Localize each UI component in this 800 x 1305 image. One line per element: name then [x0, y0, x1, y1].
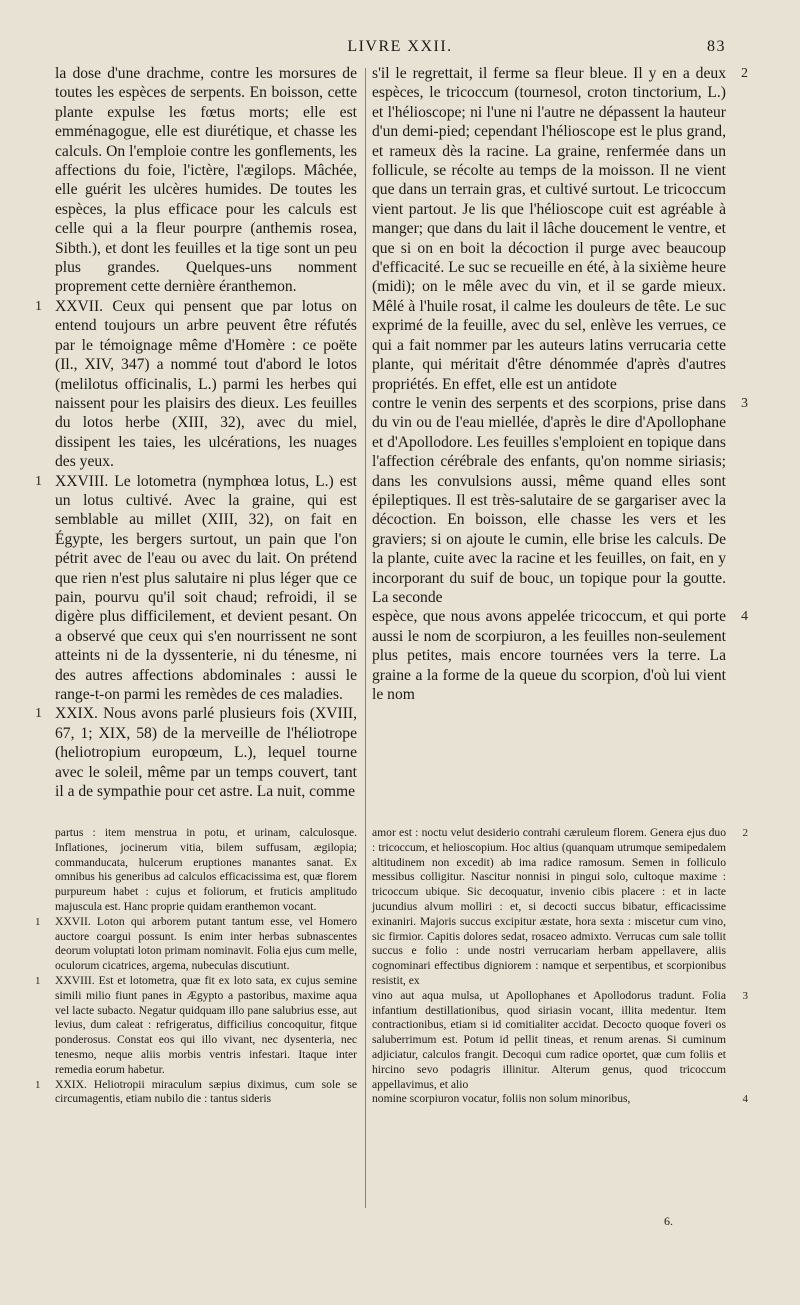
paragraph	[372, 607, 748, 704]
paragraph-text: XXVIII. Est et lotometra, quæ fit ex loto sata, ex cujus semine simili milio fiunt panes in Ægypto a pastoribus, maxime aqua vel lacte subacto. Negatur quidquam illo pane salubrius esse, aut levius, dum caleat : refrigeratus, difficilius concoquitur, fitque ponderosus. Constat eos qui illo vivant, nec dysenteria, nec tenesmo, neque aliis morbis ventris infestari. Itaque inter remedia eorum habetur.	[55, 973, 357, 1076]
latin-text-right-column	[372, 826, 748, 1107]
paragraph	[55, 64, 357, 297]
column-divider	[365, 68, 366, 1208]
paragraph-text: espèce, que nous avons appelée tricoccum, et qui porte aussi le nom de scorpiuron, a les feuilles non-seulement plus petites, mais encore tournées vers la terre. La graine a la forme de la queue du scorpion, d'où lui vient le nom	[372, 608, 726, 703]
paragraph	[372, 826, 748, 989]
french-text-left-column	[35, 64, 357, 801]
latin-text-left-column	[35, 826, 357, 1107]
margin-section-number: 2	[741, 66, 748, 81]
paragraph-text: XXIX. Heliotropii miraculum sæpius diximus, cum sole se circumagentis, etiam nubilo die : tantus sideris	[55, 1077, 357, 1106]
paragraph	[372, 394, 748, 607]
paragraph	[35, 914, 357, 974]
paragraph-text: XXIX. Nous avons parlé plusieurs fois (XVIII, 67, 1; XIX, 58) de la merveille de l'héliotrope (heliotropium europœum, L.), lequel tourne avec le soleil, même par un temps couvert, tant il a de sympathie pour cet astre. La nuit, comme	[55, 705, 357, 801]
margin-section-number: 1	[35, 473, 42, 489]
paragraph-text: la dose d'une drachme, contre les morsures de toutes les espèces de serpents. En boisson, cette plante expulse les fœtus morts; elle est emménagogue, elle est diurétique, et chasse les calculs. On l'emploie contre les gonflements, les affections du foie, l'ictère, l'ægilops. Mâchée, elle guérit les ulcères humides. De toutes les espèces, la plus efficace pour les calculs est celle qui a la fleur pourpre (anthemis rosea, Sibth.), et dont les feuilles et la tige sont un peu plus grandes. Quelques-uns nomment proprement cette dernière éranthemon.	[55, 65, 357, 296]
paragraph	[35, 704, 357, 801]
paragraph-text: partus : item menstrua in potu, et urinam, calculosque. Inflationes, jocinerum vitia, bilem suffusam, ægilopia; commanducata, hulcerum eruptiones manantes sanat. Ex omnibus his generibus ad calculos efficacissima est, quæ florem purpureum habet : cujus et foliorum, et fruticis amplitudo majuscula est. Hanc proprie quidam eranthemon vocant.	[55, 826, 357, 913]
paragraph-text: s'il le regrettait, il ferme sa fleur bleue. Il y en a deux espèces, le tricoccum (tournesol, croton tinctorium, L.) et l'hélioscope; ni l'une ni l'autre ne dépassent la hauteur d'un demi-pied; cependant l'hélioscope est le plus grand, et rameux dès la racine. La graine, renfermée dans un follicule, se récolte au temps de la moisson. Il ne vient que dans un terrain gras, et cultivé surtout. Le tricoccum vient partout. Je lis que l'hélioscope cuit est agréable à manger; que dans du lait il lâche doucement le ventre, et que si on en boit la décoction il purge avec beaucoup d'efficacité. Le suc se recueille en été, à la sixième heure (midi); on le mêle avec du vin, et il se garde mieux. Mêlé à l'huile rosat, il calme les douleurs de tête. Le suc exprimé de la feuille, avec du sel, enlève les verrues, ce qui a fait nommer par les auteurs latins verrucaria cette plante, qui méritait d'être dénommée d'après d'autres propriétés. En effet, elle est un antidote	[372, 65, 726, 393]
paragraph-text: contre le venin des serpents et des scorpions, prise dans du vin ou de l'eau miellée, d'après le dire d'Apollophane et d'Apollodore. Les feuilles s'emploient en topique dans l'affection cérébrale des enfants, qu'on nomme siriasis; dans les convulsions aussi, même quand elles sont épileptiques. Il est très-salutaire de se gargariser avec la décoction. En boisson, elle chasse les vers et les graviers; si on ajoute le cumin, elle brise les calculs. De la plante, cuite avec la racine et les feuilles, on fait, en y incorporant du suif de bouc, un topique pour la goutte. La seconde	[372, 394, 726, 606]
paragraph	[372, 1092, 748, 1107]
paragraph	[35, 1077, 357, 1108]
paragraph	[372, 988, 748, 1093]
running-title: LIVRE XXII.	[347, 38, 453, 55]
margin-section-number: 4	[741, 609, 748, 625]
paragraph	[55, 826, 357, 915]
margin-section-number: 1	[35, 706, 42, 722]
paragraph	[372, 64, 748, 394]
paragraph-text: nomine scorpiuron vocatur, foliis non solum minoribus,	[372, 1092, 631, 1106]
margin-section-number: 3	[741, 395, 748, 411]
page-number: 83	[707, 38, 726, 55]
paragraph-text: XXVIII. Le lotometra (nymphœa lotus, L.) est un lotus cultivé. Avec la graine, qui est semblable au millet (XIII, 32), on fait en Égypte, les bergers surtout, un pain que l'on pétrit avec de l'eau ou avec du lait. On prétend que rien n'est plus salutaire ni plus léger que ce pain, pourvu qu'il soit chaud; refroidi, il se digère plus difficilement, et devient pesant. On a observé que ceux qui s'en nourrissent ne sont atteints ni de la dyssenterie, ni du ténesme, ni des autres affections abdominales : aussi le range-t-on parmi les remèdes de ces maladies.	[55, 472, 357, 703]
margin-section-number: 1	[35, 915, 41, 928]
paragraph-text: XXVII. Ceux qui pensent que par lotus on entend toujours un arbre peuvent être réfutés par le témoignage même d'Homère : ce poëte (Il., XIV, 347) a nommé tout d'abord le lotos (melilotus officinalis, L.) parmi les herbes qui naissent pour les plaisirs des dieux. Les feuilles du lotos herbe (XIII, 32), avec du miel, dissipent les taies, les ulcérations, les nuages des yeux.	[55, 297, 357, 471]
margin-section-number: 4	[742, 1093, 748, 1106]
margin-section-number: 2	[742, 827, 748, 839]
margin-section-number: 1	[35, 1078, 41, 1091]
paragraph-text: XXVII. Loton qui arborem putant tantum esse, vel Homero auctore coargui possunt. Is enim inter herbas subnascentes deorum voluptati loton primam nominavit. Folia ejus cum melle, oculorum cicatrices, argema, nubeculas discutiunt.	[55, 914, 357, 973]
paragraph	[35, 973, 357, 1078]
signature-mark: 6.	[664, 1214, 673, 1228]
paragraph-text: vino aut aqua mulsa, ut Apollophanes et Apollodorus tradunt. Folia infantium destillationibus, quod siriasin vocant, illita medentur. Item contractionibus, etiam si id comitialiter accidat. Decocto quoque foveri os saluberrimum est. Potum id pellit tineas, et renum arenas. Si cuminum adjiciatur, calculos frangit. Decoqui cum radice oportet, quæ cum foliis et hircino sevo podagris illinitur. Alterum genus, quod tricoccum appellavimus, et alio	[372, 988, 726, 1091]
paragraph-text: amor est : noctu velut desiderio contrahi cæruleum florem. Genera ejus duo : tricoccum, et helioscopium. Hoc altius (quanquam utrumque semipedalem altitudinem non excedit) ab ima radice ramosum. Semen in folliculo messibus colligitur. Nascitur nonnisi in pingui solo, cultoque maxime : tricoccum ubique. Sic decoquatur, invenio cibis placere : et in lacte jucundius alvum molliri : et, si decocti succus bibatur, efficacissime exinaniri. Majoris succus excipitur æstate, hora sexta : miscetur cum vino, sic firmior. Capitis dolores sedat, rosaceo admixto. Verrucas cum sale tollit succus e folio : unde nostri verrucariam herbam appellavere, aliis cognominari effectibus digniorem : namque et serpentibus, et scorpionibus resistit, ex	[372, 826, 726, 987]
margin-section-number: 1	[35, 298, 42, 314]
margin-section-number: 1	[35, 974, 41, 987]
paragraph	[35, 297, 357, 472]
margin-section-number: 3	[742, 989, 748, 1002]
page-header	[0, 38, 800, 58]
french-text-right-column	[372, 64, 748, 704]
paragraph	[35, 472, 357, 705]
